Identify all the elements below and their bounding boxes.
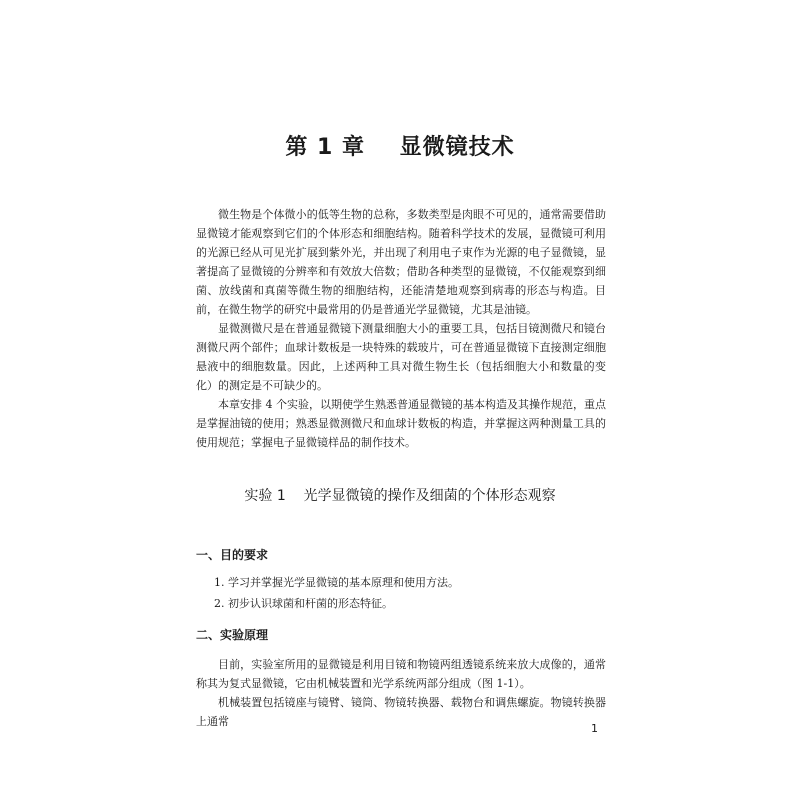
intro-paragraph: 本章安排 4 个实验，以期使学生熟悉普通显微镜的基本构造及其操作规范，重点是掌握油镜的使用；熟悉显微测微尺和血球计数板的构造，并掌握这两种测量工具的使用规范；掌握电子显微镜样品的制作技术。 bbox=[196, 398, 606, 449]
goals-list bbox=[214, 572, 459, 614]
chapter-title: 第 1 章 显微镜技术 bbox=[285, 135, 515, 160]
intro-paragraph: 显微测微尺是在普通显微镜下测量细胞大小的重要工具，包括目镜测微尺和镜台测微尺两个部件；血球计数板是一块特殊的载玻片，可在普通显微镜下直接测定细胞悬液中的细胞数量。因此，上述两种工具对微生物生长（包括细胞大小和数量的变化）的测定是不可缺少的。 bbox=[196, 322, 606, 392]
section-heading-goals: 一、目的要求 bbox=[196, 548, 269, 562]
intro-paragraph: 微生物是个体微小的低等生物的总称，多数类型是肉眼不可见的，通常需要借助显微镜才能观察到它们的个体形态和细胞结构。随着科学技术的发展，显微镜可利用的光源已经从可见光扩展到紫外光，并出现了利用电子束作为光源的电子显微镜，显著提高了显微镜的分辨率和有效放大倍数；借助各种类型的显微镜，不仅能观察到细菌、放线菌和真菌等微生物的细胞结构，还能清楚地观察到病毒的形态与构造。目前，在微生物学的研究中最常用的仍是普通光学显微镜，尤其是油镜。 bbox=[196, 208, 606, 316]
principle-paragraph: 机械装置包括镜座与镜臂、镜筒、物镜转换器、载物台和调焦螺旋。物镜转换器上通常 bbox=[196, 696, 606, 728]
principle-text bbox=[196, 655, 606, 731]
page-number: 1 bbox=[591, 722, 598, 735]
section-heading-principle: 二、实验原理 bbox=[196, 628, 269, 642]
experiment-title: 实验 1 光学显微镜的操作及细菌的个体形态观察 bbox=[244, 488, 556, 504]
principle-paragraph: 目前，实验室所用的显微镜是利用目镜和物镜两组透镜系统来放大成像的，通常称其为复式显微镜，它由机械装置和光学系统两部分组成（图 1-1）。 bbox=[196, 658, 606, 690]
chapter-intro bbox=[196, 205, 606, 452]
list-item: 2. 初步认识球菌和杆菌的形态特征。 bbox=[214, 597, 393, 610]
list-item: 1. 学习并掌握光学显微镜的基本原理和使用方法。 bbox=[214, 576, 459, 589]
